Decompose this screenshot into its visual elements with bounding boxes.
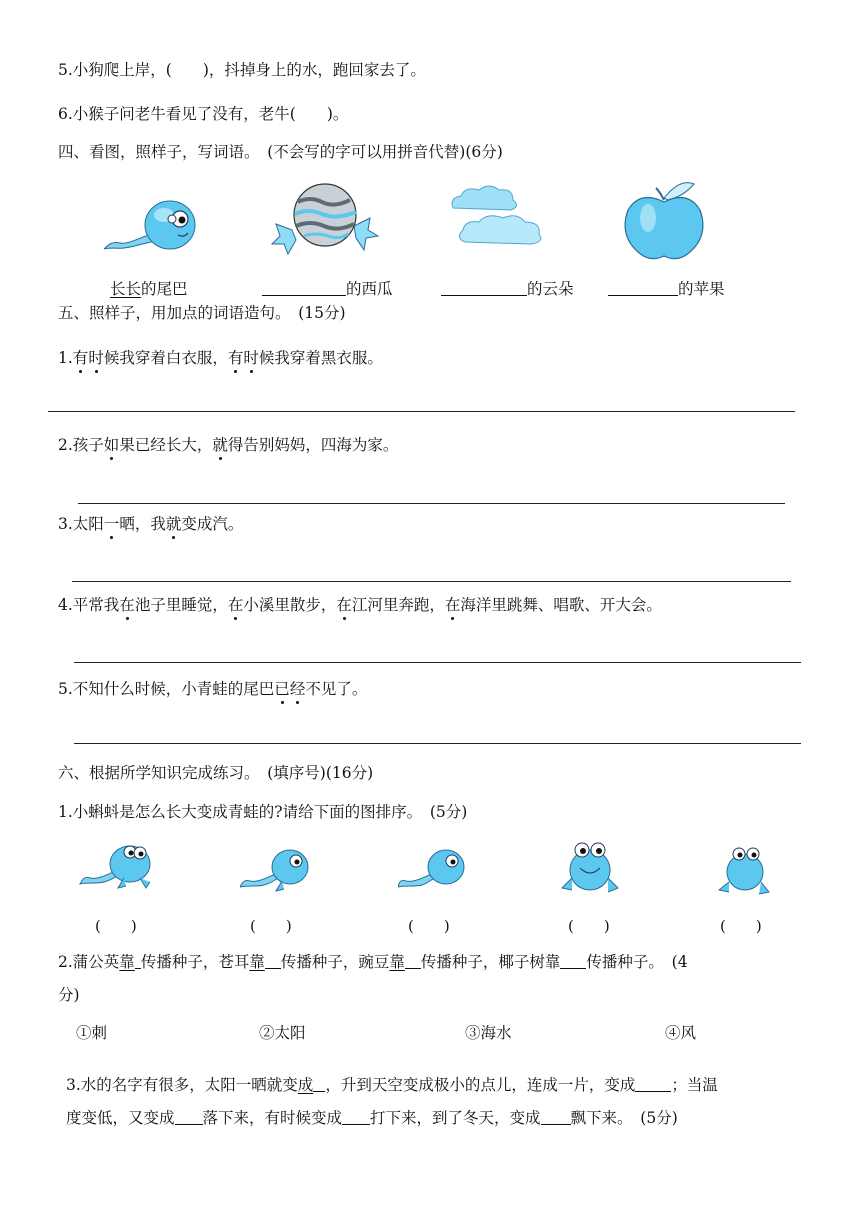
caption-tail: 长长的尾巴	[110, 280, 188, 298]
tadpole-with-legs-icon	[78, 840, 158, 895]
order-slot[interactable]: ( )	[720, 917, 762, 935]
tadpole-icon	[100, 195, 200, 260]
clouds-icon	[445, 182, 550, 254]
answer-line-3[interactable]	[72, 581, 791, 582]
option-4: ④风	[665, 1024, 697, 1042]
section-5-heading: 五、照样子，用加点的词语造句。 (15分)	[58, 304, 346, 322]
caption-apple: 的苹果	[608, 277, 725, 299]
order-slot[interactable]: ( )	[568, 917, 610, 935]
order-slot[interactable]: ( )	[250, 917, 292, 935]
answer-blank[interactable]	[441, 279, 527, 296]
example-word: 长长	[110, 280, 142, 298]
sentence-5: 5.不知什么时候，小青蛙的尾巴已经不见了。	[58, 680, 368, 698]
apple-icon	[620, 178, 710, 263]
frog-with-tail-icon	[558, 838, 622, 898]
sentence-4: 4.平常我在池子里睡觉，在小溪里散步，在江河里奔跑，在海洋里跳舞、唱歌、开大会。	[58, 596, 662, 614]
sentence-1: 1.有时候我穿着白衣服，有时候我穿着黑衣服。	[58, 349, 383, 367]
question-6-2: 2.蒲公英靠 传播种子，苍耳靠 传播种子，豌豆靠 传播种子，椰子树靠 传播种子。 (4	[58, 953, 688, 971]
tadpole-icon	[240, 845, 312, 895]
frog-with-tail-icon	[715, 842, 773, 898]
question-6-3-line1: 3.水的名字有很多，太阳一晒就变成 ，升到天空变成极小的点儿，连成一片，变成 ；当温	[66, 1076, 718, 1094]
candy-icon	[270, 180, 380, 260]
section-6-heading: 六、根据所学知识完成练习。 (填序号)(16分)	[58, 764, 374, 782]
order-slot[interactable]: ( )	[408, 917, 450, 935]
tadpole-small-icon	[398, 845, 468, 895]
answer-line-4[interactable]	[74, 662, 801, 663]
caption-watermelon: 的西瓜	[262, 277, 393, 299]
sentence-3: 3.太阳一晒，我就变成汽。	[58, 515, 244, 533]
question-6-2-tail: 分)	[58, 986, 80, 1004]
question-6-1: 1.小蝌蚪是怎么长大变成青蛙的?请给下面的图排序。 (5分)	[58, 803, 468, 821]
sentence-2: 2.孩子如果已经长大，就得告别妈妈，四海为家。	[58, 436, 399, 454]
option-2: ②太阳	[259, 1024, 306, 1042]
option-3: ③海水	[465, 1024, 512, 1042]
question-3-5: 5.小狗爬上岸，( )，抖掉身上的水，跑回家去了。	[58, 61, 426, 79]
option-1: ①刺	[76, 1024, 108, 1042]
answer-line-5[interactable]	[74, 743, 801, 744]
answer-line-2[interactable]	[78, 503, 785, 504]
order-slot[interactable]: ( )	[95, 917, 137, 935]
answer-blank[interactable]	[262, 279, 346, 296]
question-3-6: 6.小猴子问老牛看见了没有，老牛( )。	[58, 105, 349, 123]
caption-cloud: 的云朵	[441, 277, 574, 299]
answer-blank[interactable]	[608, 279, 678, 296]
section-4-heading: 四、看图，照样子，写词语。 (不会写的字可以用拼音代替)(6分)	[58, 143, 503, 161]
answer-line-1[interactable]	[48, 411, 795, 412]
question-6-3-line2: 度变低，又变成 落下来，有时候变成 打下来，到了冬天，变成 飘下来。 (5分)	[66, 1109, 678, 1127]
